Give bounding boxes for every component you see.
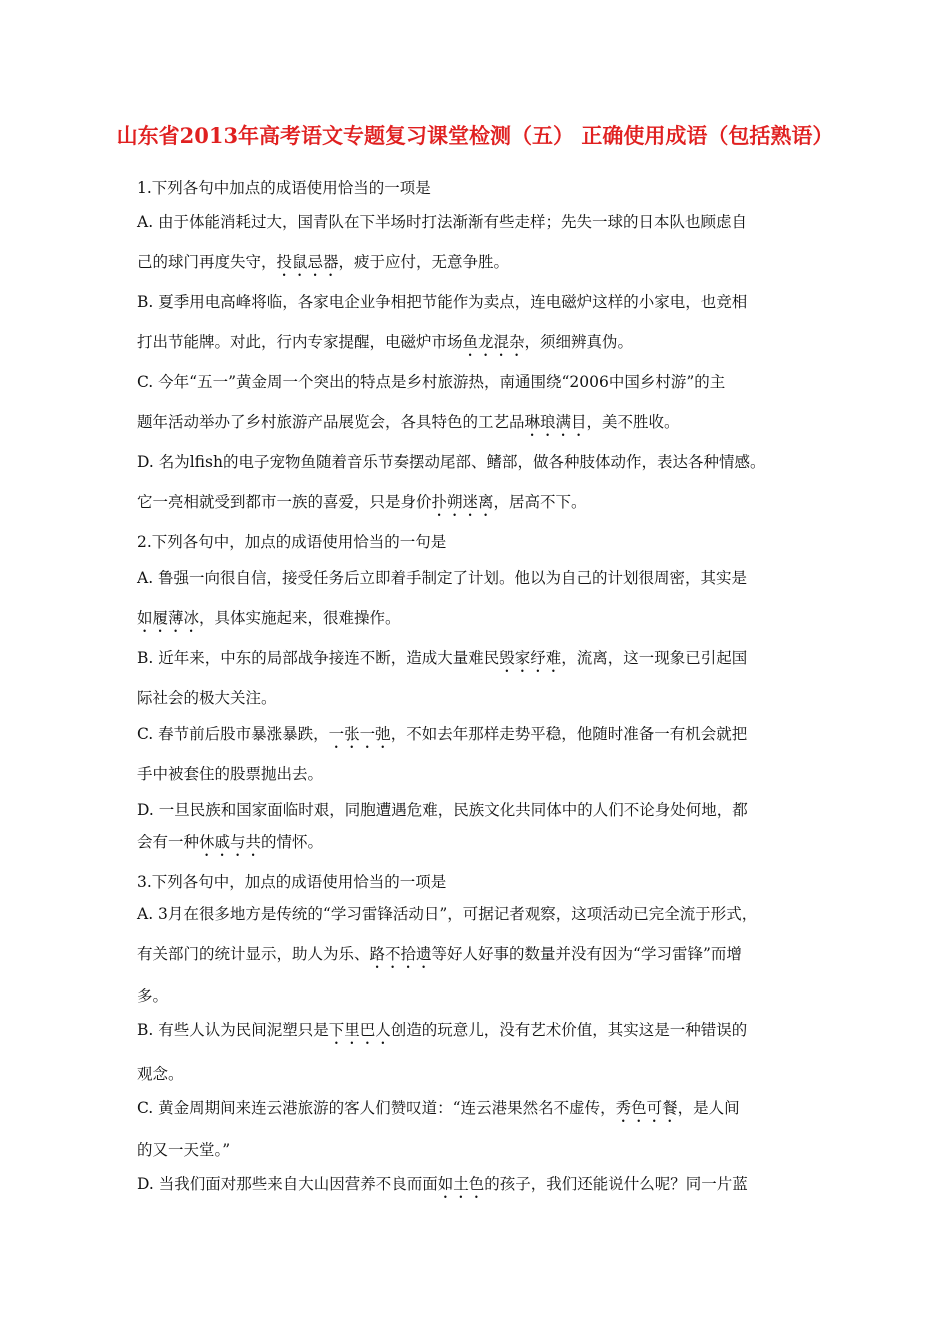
emphasized-idiom: 如土色 [437, 1175, 485, 1193]
text-segment: B. 近年来，中东的局部战争接连不断，造成大量难民 [137, 649, 500, 667]
text-line [137, 986, 168, 1006]
text-segment: 己的球门再度失守， [137, 253, 277, 271]
text-line [137, 292, 747, 312]
text-line [137, 944, 742, 972]
text-line [137, 452, 765, 472]
text-segment: D. 名为lfish的电子宠物鱼随着音乐节奏摆动尾部、鳍部，做各种肢体动作，表达各种情感。 [137, 453, 766, 471]
text-line [137, 178, 431, 198]
text-line [137, 608, 401, 636]
emphasized-idiom: 如履薄冰 [137, 609, 200, 627]
text-line [137, 332, 633, 360]
text-line [137, 1140, 230, 1160]
text-line [137, 1064, 184, 1084]
text-line [137, 372, 725, 392]
text-segment: 观念。 [137, 1065, 184, 1083]
text-segment: A. 3月在很多地方是传统的“学习雷锋活动日”，可据记者观察，这项活动已完全流于形式， [137, 905, 758, 923]
text-segment: ，疲于应付，无意争胜。 [338, 253, 510, 271]
text-line [137, 904, 757, 924]
text-segment: 的情怀。 [261, 833, 324, 851]
text-segment: 手中被套住的股票抛出去。 [137, 765, 324, 783]
text-line [137, 412, 680, 440]
emphasized-idiom: 休戚与共 [199, 833, 262, 851]
text-segment: 多。 [137, 987, 169, 1005]
text-segment: ，不如去年那样走势平稳，他随时准备一有机会就把 [390, 725, 748, 743]
text-segment: C. 春节前后股市暴涨暴跌， [137, 725, 329, 743]
text-segment: 3.下列各句中，加点的成语使用恰当的一项是 [137, 873, 447, 891]
text-line [137, 1174, 748, 1202]
text-segment: A. 鲁强一向很自信，接受任务后立即着手制定了计划。他以为自己的计划很周密，其实是 [137, 569, 748, 587]
text-line [137, 872, 446, 892]
text-segment: 2.下列各句中，加点的成语使用恰当的一句是 [137, 533, 447, 551]
text-segment: D. 当我们面对那些来自大山因营养不良而面 [137, 1175, 438, 1193]
text-line [137, 1020, 747, 1048]
text-segment: ，流离，这一现象已引起国 [561, 649, 748, 667]
text-segment: D. 一旦民族和国家面临时艰，同胞遭遇危难，民族文化共同体中的人们不论身处何地，都 [137, 801, 748, 819]
emphasized-idiom: 一张一弛 [328, 725, 391, 743]
text-segment: C. 今年“五一”黄金周一个突出的特点是乡村旅游热，南通围绕“2006中国乡村游”的主 [137, 373, 726, 391]
text-line [137, 800, 748, 820]
text-segment: 创造的玩意儿，没有艺术价值，其实这是一种错误的 [390, 1021, 748, 1039]
text-segment: ，美不胜收。 [586, 413, 680, 431]
text-line [137, 568, 747, 588]
text-line [137, 1098, 740, 1126]
text-line [137, 832, 323, 860]
text-segment: 1.下列各句中加点的成语使用恰当的一项是 [137, 179, 431, 197]
text-segment: ，居高不下。 [493, 493, 587, 511]
emphasized-idiom: 投鼠忌器 [276, 253, 339, 271]
text-line [137, 724, 747, 752]
text-line [137, 764, 323, 784]
text-segment: 打出节能牌。对此，行内专家提醒，电磁炉市场 [137, 333, 463, 351]
emphasized-idiom: 下里巴人 [328, 1021, 391, 1039]
text-segment: B. 有些人认为民间泥塑只是 [137, 1021, 329, 1039]
text-segment: C. 黄金周期间来连云港旅游的客人们赞叹道：“连云港果然名不虚传， [137, 1099, 616, 1117]
text-line [137, 688, 277, 708]
text-line [137, 252, 509, 280]
text-segment: ，是人间 [677, 1099, 740, 1117]
text-segment: ，须细辨真伪。 [524, 333, 634, 351]
text-segment: 会有一种 [137, 833, 200, 851]
text-segment: 有关部门的统计显示，助人为乐、 [137, 945, 370, 963]
text-segment: 际社会的极大关注。 [137, 689, 277, 707]
emphasized-idiom: 扑朔迷离 [431, 493, 494, 511]
text-segment: 的又一天堂。” [137, 1141, 231, 1159]
text-line [137, 212, 747, 232]
emphasized-idiom: 秀色可餐 [615, 1099, 678, 1117]
page-title: 山东省2013年高考语文专题复习课堂检测（五） 正确使用成语（包括熟语） [116, 123, 834, 148]
text-segment: ，具体实施起来，很难操作。 [199, 609, 401, 627]
text-segment: 等好人好事的数量并没有因为“学习雷锋”而增 [431, 945, 742, 963]
emphasized-idiom: 琳琅满目 [524, 413, 587, 431]
text-segment: 它一亮相就受到都市一族的喜爱，只是身价 [137, 493, 432, 511]
text-line [137, 532, 446, 552]
text-line [137, 492, 587, 520]
emphasized-idiom: 毁家纾难 [499, 649, 562, 667]
emphasized-idiom: 路不拾遗 [369, 945, 432, 963]
text-segment: A. 由于体能消耗过大，国青队在下半场时打法渐渐有些走样；先失一球的日本队也顾虑自 [137, 213, 748, 231]
text-line [137, 648, 747, 676]
emphasized-idiom: 鱼龙混杂 [462, 333, 525, 351]
text-segment: 题年活动举办了乡村旅游产品展览会，各具特色的工艺品 [137, 413, 525, 431]
text-segment: 的孩子，我们还能说什么呢？同一片蓝 [484, 1175, 748, 1193]
text-segment: B. 夏季用电高峰将临，各家电企业争相把节能作为卖点，连电磁炉这样的小家电，也竞相 [137, 293, 748, 311]
